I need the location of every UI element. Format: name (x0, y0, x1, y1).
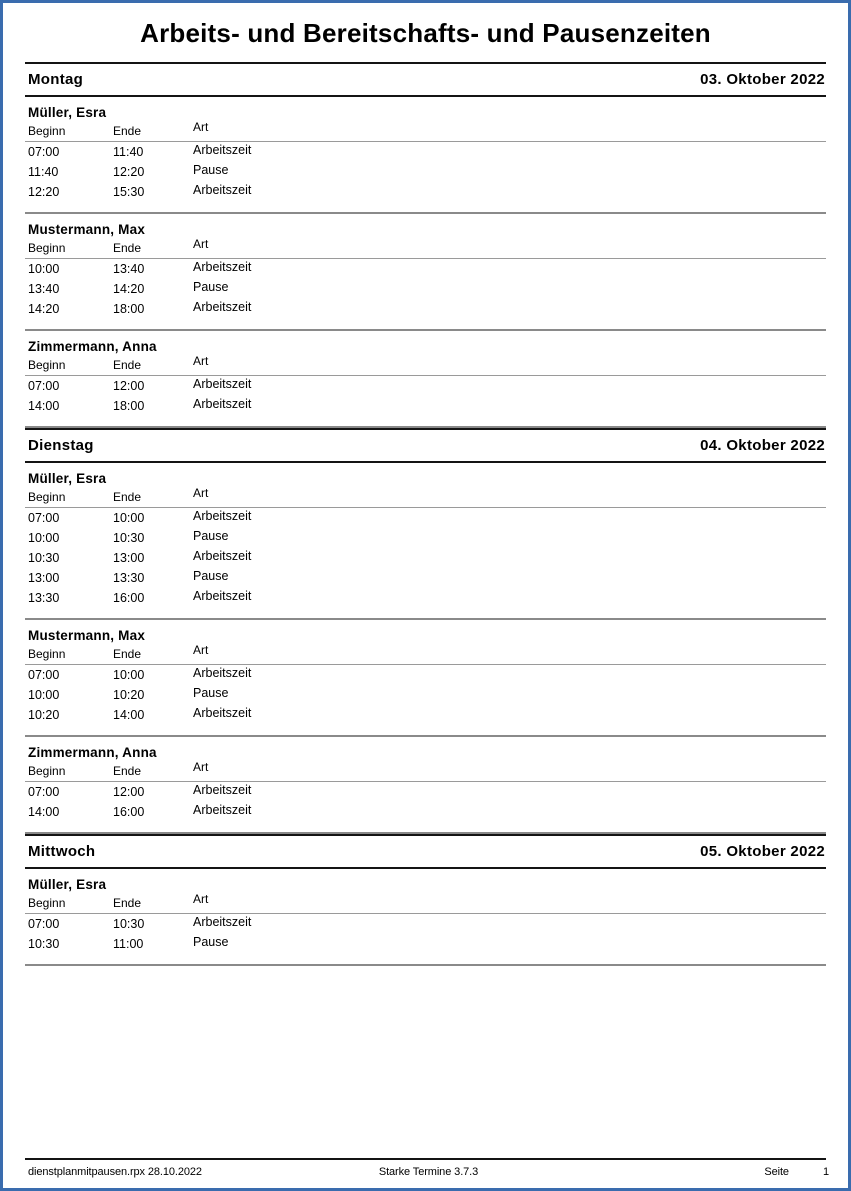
cell-type: Arbeitszeit (193, 142, 252, 157)
time-table (25, 642, 826, 725)
cell-type: Arbeitszeit (193, 802, 252, 817)
cell-end-time: 18:00 (113, 301, 145, 316)
column-header-type: Art (193, 119, 209, 134)
table-row (25, 279, 826, 299)
day-date: 04. Oktober 2022 (700, 436, 825, 454)
employee-block-spacer (25, 202, 826, 212)
employee-name: Zimmermann, Anna (28, 744, 157, 760)
employee-block-spacer (25, 725, 826, 735)
table-row (25, 781, 826, 802)
table-row (25, 588, 826, 608)
column-header-begin: Beginn (28, 895, 66, 910)
time-table (25, 119, 826, 202)
cell-begin-time: 14:00 (28, 804, 60, 819)
cell-type: Arbeitszeit (193, 914, 252, 929)
time-table (25, 353, 826, 416)
cell-begin-time: 14:20 (28, 301, 60, 316)
cell-type: Arbeitszeit (193, 548, 252, 563)
cell-end-time: 15:30 (113, 184, 145, 199)
table-row (25, 568, 826, 588)
column-header-begin: Beginn (28, 763, 66, 778)
employee-separator (25, 964, 826, 966)
cell-begin-time: 10:00 (28, 687, 60, 702)
day-section (25, 834, 826, 966)
table-row (25, 934, 826, 954)
cell-end-time: 14:00 (113, 707, 145, 722)
cell-begin-time: 07:00 (28, 144, 60, 159)
time-table (25, 759, 826, 822)
table-header-row (25, 764, 826, 781)
column-header-end: Ende (113, 763, 142, 778)
employee-block-spacer (25, 822, 826, 832)
cell-type: Arbeitszeit (193, 299, 252, 314)
employee-block-spacer (25, 608, 826, 618)
column-header-end: Ende (113, 646, 142, 661)
cell-end-time: 10:00 (113, 667, 145, 682)
table-row (25, 396, 826, 416)
employee-block (25, 620, 826, 735)
column-header-begin: Beginn (28, 489, 66, 504)
employee-name: Müller, Esra (28, 876, 107, 892)
day-header (25, 836, 826, 867)
table-row (25, 258, 826, 279)
cell-begin-time: 12:20 (28, 184, 60, 199)
cell-begin-time: 07:00 (28, 378, 60, 393)
cell-begin-time: 14:00 (28, 398, 60, 413)
table-header-row (25, 896, 826, 913)
day-name: Dienstag (28, 436, 94, 454)
day-header (25, 64, 826, 95)
column-header-end: Ende (113, 895, 142, 910)
employee-block-spacer (25, 416, 826, 426)
cell-type: Pause (193, 279, 229, 294)
cell-end-time: 10:30 (113, 530, 145, 545)
cell-begin-time: 11:40 (28, 164, 59, 179)
column-header-begin: Beginn (28, 357, 66, 372)
cell-type: Pause (193, 934, 229, 949)
footer-row (25, 1160, 829, 1178)
cell-begin-time: 13:30 (28, 590, 60, 605)
cell-begin-time: 10:20 (28, 707, 60, 722)
column-header-type: Art (193, 236, 209, 251)
cell-begin-time: 10:30 (28, 550, 60, 565)
cell-end-time: 16:00 (113, 804, 145, 819)
cell-begin-time: 07:00 (28, 784, 60, 799)
cell-end-time: 10:00 (113, 510, 145, 525)
cell-type: Arbeitszeit (193, 376, 252, 391)
cell-begin-time: 07:00 (28, 667, 60, 682)
cell-begin-time: 10:00 (28, 261, 60, 276)
cell-type: Arbeitszeit (193, 396, 252, 411)
cell-type: Arbeitszeit (193, 588, 252, 603)
table-row (25, 141, 826, 162)
employee-block (25, 331, 826, 426)
time-table (25, 485, 826, 608)
cell-end-time: 12:00 (113, 784, 145, 799)
employee-name: Zimmermann, Anna (28, 338, 157, 354)
column-header-end: Ende (113, 357, 142, 372)
column-header-end: Ende (113, 489, 142, 504)
cell-type: Arbeitszeit (193, 259, 252, 274)
cell-type: Arbeitszeit (193, 508, 252, 523)
cell-type: Pause (193, 568, 229, 583)
time-table (25, 236, 826, 319)
cell-end-time: 10:20 (113, 687, 145, 702)
employee-name: Müller, Esra (28, 470, 107, 486)
cell-type: Arbeitszeit (193, 705, 252, 720)
employee-block (25, 737, 826, 832)
day-header (25, 430, 826, 461)
employee-block (25, 97, 826, 212)
column-header-end: Ende (113, 123, 142, 138)
day-name: Montag (28, 70, 84, 88)
table-row (25, 528, 826, 548)
column-header-type: Art (193, 485, 209, 500)
table-row (25, 548, 826, 568)
employee-block-spacer (25, 954, 826, 964)
table-row (25, 507, 826, 528)
day-date: 03. Oktober 2022 (700, 70, 825, 88)
cell-begin-time: 13:40 (28, 281, 60, 296)
table-row (25, 685, 826, 705)
table-row (25, 913, 826, 934)
table-header-row (25, 647, 826, 664)
footer-file-name: dienstplanmitpausen.rpx 28.10.2022 (28, 1166, 202, 1178)
employee-block (25, 463, 826, 618)
column-header-type: Art (193, 642, 209, 657)
cell-type: Pause (193, 685, 229, 700)
day-date: 05. Oktober 2022 (700, 842, 825, 860)
table-header-row (25, 490, 826, 507)
column-header-type: Art (193, 353, 209, 368)
employee-block (25, 214, 826, 329)
employee-block-spacer (25, 319, 826, 329)
cell-begin-time: 07:00 (28, 916, 60, 931)
cell-begin-time: 07:00 (28, 510, 60, 525)
table-row (25, 375, 826, 396)
column-header-type: Art (193, 891, 209, 906)
table-header-row (25, 124, 826, 141)
cell-end-time: 18:00 (113, 398, 145, 413)
cell-end-time: 12:20 (113, 164, 145, 179)
cell-begin-time: 13:00 (28, 570, 60, 585)
table-header-row (25, 358, 826, 375)
cell-end-time: 13:40 (113, 261, 145, 276)
footer-page-label: Seite (764, 1166, 789, 1178)
cell-begin-time: 10:30 (28, 936, 60, 951)
day-section (25, 428, 826, 834)
column-header-begin: Beginn (28, 646, 66, 661)
table-row (25, 802, 826, 822)
day-section (25, 62, 826, 428)
footer-product-name: Starke Termine 3.7.3 (378, 1166, 479, 1178)
column-header-type: Art (193, 759, 209, 774)
cell-end-time: 13:00 (113, 550, 145, 565)
cell-type: Arbeitszeit (193, 782, 252, 797)
cell-end-time: 11:40 (113, 144, 144, 159)
cell-end-time: 14:20 (113, 281, 145, 296)
cell-end-time: 13:30 (113, 570, 145, 585)
cell-type: Arbeitszeit (193, 665, 252, 680)
cell-end-time: 10:30 (113, 916, 145, 931)
page-title: Arbeits- und Bereitschafts- und Pausenzeiten (140, 18, 711, 48)
employee-name: Mustermann, Max (28, 221, 146, 237)
column-header-end: Ende (113, 240, 142, 255)
cell-type: Arbeitszeit (193, 182, 252, 197)
table-row (25, 182, 826, 202)
page-footer (25, 1158, 829, 1178)
footer-page-info (565, 1166, 831, 1178)
column-header-begin: Beginn (28, 240, 66, 255)
footer-page-number: 1 (822, 1166, 829, 1178)
employee-name: Mustermann, Max (28, 627, 146, 643)
employee-name: Müller, Esra (28, 104, 107, 120)
time-table (25, 891, 826, 954)
column-header-begin: Beginn (28, 123, 66, 138)
page-content (3, 3, 848, 1188)
day-sections (25, 62, 826, 966)
table-row (25, 705, 826, 725)
day-name: Mittwoch (28, 842, 96, 860)
table-row (25, 664, 826, 685)
employee-block (25, 869, 826, 964)
cell-type: Pause (193, 528, 229, 543)
table-row (25, 162, 826, 182)
cell-end-time: 12:00 (113, 378, 145, 393)
table-row (25, 299, 826, 319)
cell-type: Pause (193, 162, 229, 177)
cell-end-time: 16:00 (113, 590, 145, 605)
cell-end-time: 11:00 (113, 936, 144, 951)
cell-begin-time: 10:00 (28, 530, 60, 545)
table-header-row (25, 241, 826, 258)
